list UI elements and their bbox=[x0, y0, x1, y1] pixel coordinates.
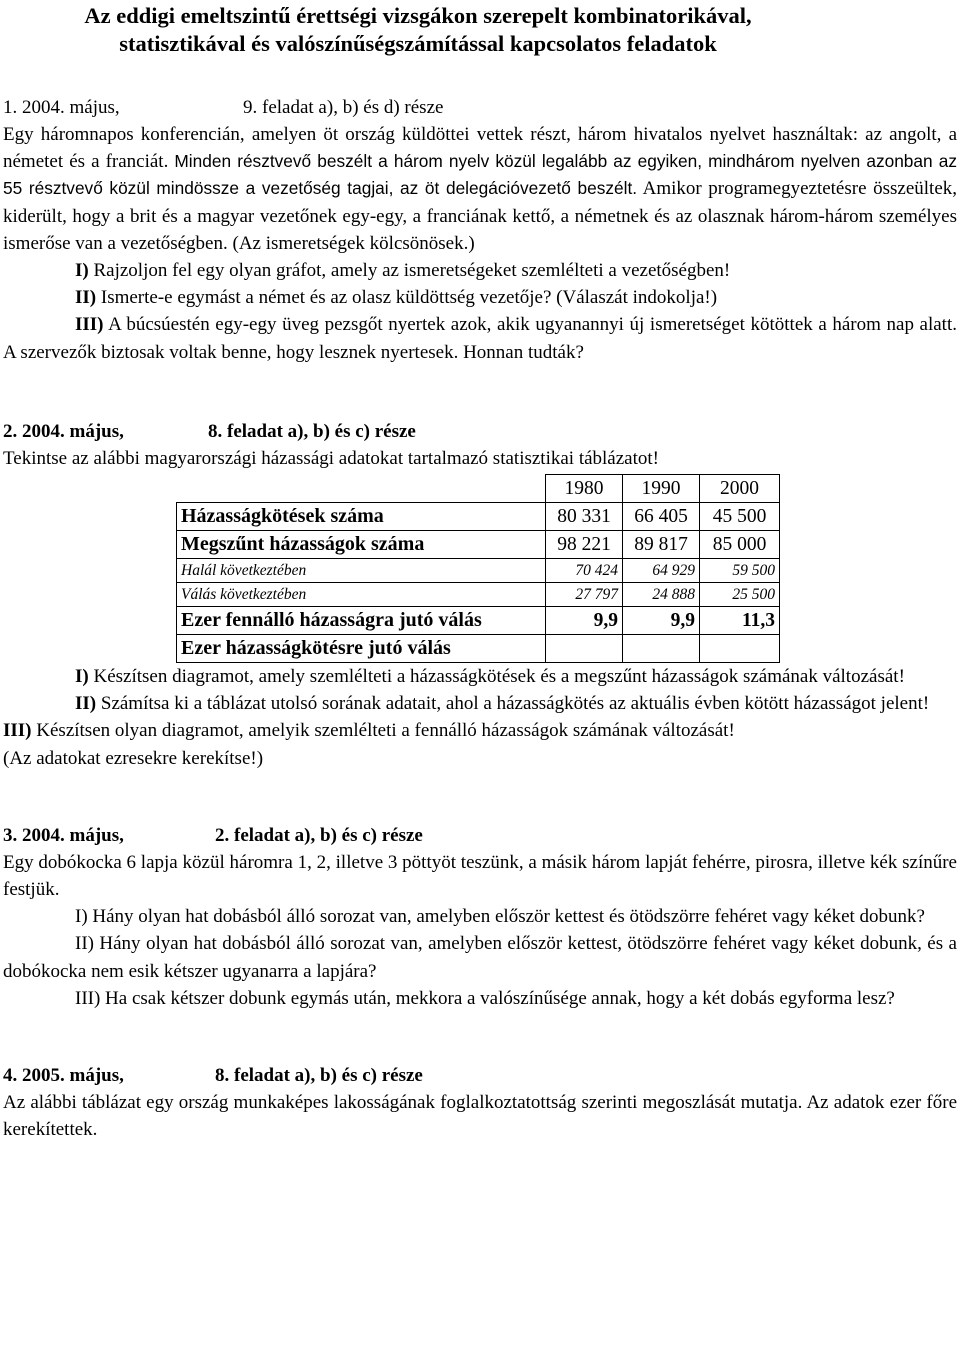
table-cell: 89 817 bbox=[623, 531, 700, 559]
section-1 bbox=[3, 94, 957, 366]
section-4-heading bbox=[3, 1062, 957, 1089]
row-label: Halál következtében bbox=[177, 559, 546, 583]
table-cell: 85 000 bbox=[700, 531, 780, 559]
table-cell bbox=[623, 635, 700, 663]
section-3-number: 3. 2004. május, bbox=[3, 824, 124, 846]
table-cell bbox=[700, 635, 780, 663]
section-4-number: 4. 2005. május, bbox=[3, 1065, 124, 1087]
table-cell: 66 405 bbox=[623, 503, 700, 531]
table-cell: 59 500 bbox=[700, 559, 780, 583]
section-1-question-3 bbox=[3, 311, 957, 365]
year-header: 1980 bbox=[546, 475, 623, 503]
question-text: Ismerte-e egymást a német és az olasz küldöttség vezetője? (Válaszát indokolja!) bbox=[100, 287, 718, 309]
question-text: Készítsen diagramot, amely szemlélteti a házasságkötések és a megszűnt házasságok számának változását! bbox=[93, 666, 905, 688]
section-1-question-1 bbox=[3, 257, 957, 284]
table-row bbox=[177, 559, 780, 583]
question-label: III) bbox=[75, 314, 104, 336]
section-2-question-1 bbox=[3, 663, 957, 690]
section-3-task: 2. feladat a), b) és c) része bbox=[215, 824, 423, 846]
section-1-task: 9. feladat a), b) és d) része bbox=[243, 97, 444, 118]
question-text: Rajzoljon fel egy olyan gráfot, amely az ismeretségeket szemlélteti a vezetőségben! bbox=[93, 260, 731, 282]
table-cell: 27 797 bbox=[546, 583, 623, 607]
table-row bbox=[177, 531, 780, 559]
table-cell: 11,3 bbox=[700, 607, 780, 635]
section-2 bbox=[3, 418, 957, 772]
table-cell: 70 424 bbox=[546, 559, 623, 583]
table-cell: 9,9 bbox=[546, 607, 623, 635]
table-row bbox=[177, 503, 780, 531]
section-3-question-1: I) Hány olyan hat dobásból álló sorozat van, amelyben először kettest és ötödszörre fehéret vagy kéket dobunk? bbox=[75, 906, 925, 928]
table-cell: 9,9 bbox=[623, 607, 700, 635]
section-2-heading bbox=[3, 418, 957, 445]
document-page bbox=[3, 0, 957, 1143]
section-3 bbox=[3, 822, 957, 1012]
table-cell: 25 500 bbox=[700, 583, 780, 607]
question-text: Készítsen olyan diagramot, amelyik szemlélteti a fennálló házasságok számának változását! bbox=[36, 720, 735, 742]
table-cell bbox=[546, 635, 623, 663]
section-3-question-2: II) Hány olyan hat dobásból álló sorozat van, amelyben először kettest, ötödszörre fehéret vagy kéket dobunk, és a dobókocka nem esik kétszer ugyanarra a lapjára? bbox=[3, 933, 957, 982]
table-row bbox=[177, 607, 780, 635]
section-1-question-2 bbox=[3, 284, 957, 311]
table-header-row bbox=[177, 475, 780, 503]
row-label: Megszűnt házasságok száma bbox=[177, 531, 546, 559]
question-text: A búcsúestén egy-egy üveg pezsgőt nyertek azok, akik ugyanannyi új ismeretséget kötöttek a három nap alatt. A szervezők biztosak voltak benne, hogy lesznek nyertesek. Honnan tudták? bbox=[3, 314, 957, 363]
table-cell: 80 331 bbox=[546, 503, 623, 531]
section-4 bbox=[3, 1062, 957, 1143]
section-2-task: 8. feladat a), b) és c) része bbox=[208, 420, 416, 442]
marriage-stats-table bbox=[176, 474, 780, 663]
section-1-intro-serif: Egy háromnapos konferencián, amelyen öt ország küldöttei vettek részt, három hivatalos nyelvet használtak: az angolt, a németet és a franciát. bbox=[3, 124, 957, 173]
row-label: Ezer fennálló házasságra jutó válás bbox=[177, 607, 546, 635]
question-label: I) bbox=[75, 260, 89, 282]
section-2-question-3 bbox=[3, 717, 957, 744]
question-label: III) bbox=[3, 720, 32, 742]
question-label: II) bbox=[75, 693, 97, 715]
table-cell: 45 500 bbox=[700, 503, 780, 531]
section-2-note: (Az adatokat ezresekre kerekítse!) bbox=[3, 747, 264, 769]
section-1-heading bbox=[3, 94, 957, 121]
title-line-2: statisztikával és valószínűségszámítással kapcsolatos feladatok bbox=[119, 31, 717, 56]
document-title bbox=[3, 2, 833, 58]
section-2-number: 2. 2004. május, bbox=[3, 420, 124, 442]
table-cell: 98 221 bbox=[546, 531, 623, 559]
row-label: Házasságkötések száma bbox=[177, 503, 546, 531]
section-4-intro: Az alábbi táblázat egy ország munkaképes lakosságának foglalkoztatottság szerinti megoszlását mutatja. Az adatok ezer főre kerekítettek. bbox=[3, 1092, 957, 1141]
section-1-number: 1. 2004. május, bbox=[3, 97, 120, 118]
section-1-intro bbox=[3, 121, 957, 257]
question-label: II) bbox=[75, 287, 97, 309]
section-3-heading bbox=[3, 822, 957, 849]
section-3-intro: Egy dobókocka 6 lapja közül háromra 1, 2, illetve 3 pöttyöt teszünk, a másik három lapját fehérre, pirosra, illetve kék színűre festjük. bbox=[3, 851, 957, 901]
question-label: I) bbox=[75, 666, 89, 688]
title-line-1: Az eddigi emeltszintű érettségi vizsgákon szerepelt kombinatorikával, bbox=[84, 3, 752, 28]
row-label: Válás következtében bbox=[177, 583, 546, 607]
table-row bbox=[177, 635, 780, 663]
section-1-intro-rest: Amikor programegyeztetésre összeültek, kiderült, hogy a brit és a magyar vezetőnek egy-egy, a franciának kettő, a németnek és az olasznak három-három személyes ismerőse van a vezetőségben. (Az ismeretségek kölcsönösek.) bbox=[3, 178, 957, 254]
table-cell: 24 888 bbox=[623, 583, 700, 607]
year-header: 2000 bbox=[700, 475, 780, 503]
year-header: 1990 bbox=[623, 475, 700, 503]
table-corner-cell bbox=[177, 475, 546, 503]
question-text: Számítsa ki a táblázat utolsó sorának adatait, ahol a házasságkötés az aktuális évben kötött házasságot jelent! bbox=[100, 693, 930, 715]
table-row bbox=[177, 583, 780, 607]
section-4-task: 8. feladat a), b) és c) része bbox=[215, 1065, 423, 1087]
section-2-question-2 bbox=[3, 690, 957, 717]
row-label: Ezer házasságkötésre jutó válás bbox=[177, 635, 546, 663]
section-1-intro-sans: Minden résztvevő beszélt a három nyelv közül legalább az egyiken, mindhárom nyelven azonban az 55 résztvevő közül mindössze a vezetőség tagjai, az öt delegációvezető beszélt. bbox=[3, 151, 958, 199]
section-2-intro: Tekintse az alábbi magyarországi házassági adatokat tartalmazó statisztikai táblázatot! bbox=[3, 447, 659, 469]
table-cell: 64 929 bbox=[623, 559, 700, 583]
section-3-question-3: III) Ha csak kétszer dobunk egymás után, mekkora a valószínűsége annak, hogy a két dobás egyforma lesz? bbox=[75, 987, 895, 1009]
